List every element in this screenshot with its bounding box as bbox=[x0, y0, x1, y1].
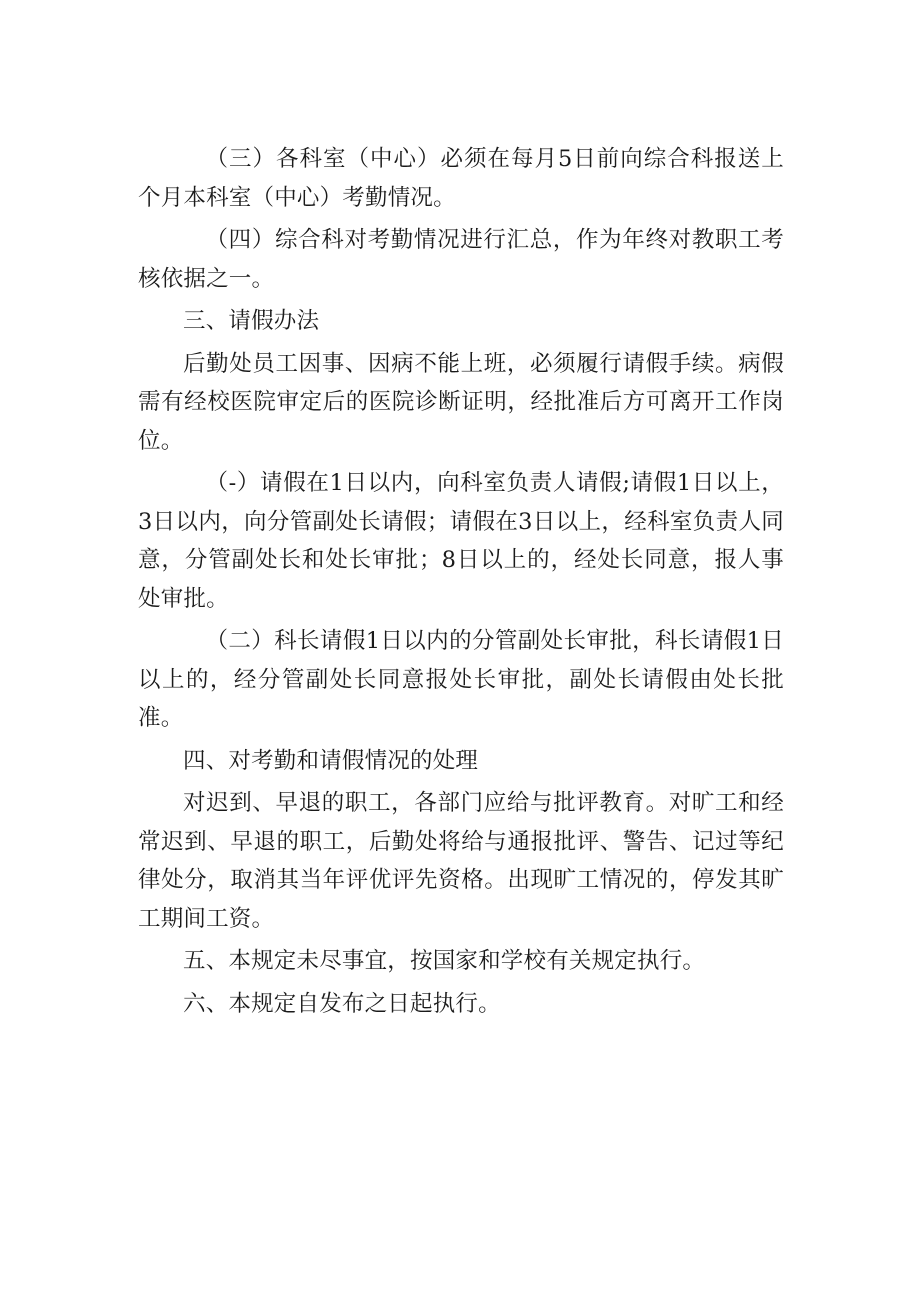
paragraph-leave-approval-staff: （-）请假在1日以内，向科室负责人请假;请假1日以上，3日以内，向分管副处长请假；请假在3日以上，经科室负责人同意，分管副处长和处长审批；8日以上的，经处长同意，报人事处审批。 bbox=[138, 470, 784, 612]
paragraph-unmentioned-matters: 五、本规定未尽事宜，按国家和学校有关规定执行。 bbox=[183, 948, 706, 974]
section-heading-leave-method: 三、请假办法 bbox=[183, 308, 320, 334]
document-body bbox=[138, 140, 784, 1027]
paragraph-effective-date: 六、本规定自发布之日起执行。 bbox=[183, 990, 501, 1017]
paragraph-leave-approval-chiefs: （二）科长请假1日以内的分管副处长审批，科长请假1日以上的，经分管副处长同意报处长审批，副处长请假由处长批准。 bbox=[138, 628, 784, 731]
paragraph-leave-procedure: 后勤处员工因事、因病不能上班，必须履行请假手续。病假需有经校医院审定后的医院诊断证明，经批准后方可离开工作岗位。 bbox=[138, 350, 784, 454]
section-heading-handling: 四、对考勤和请假情况的处理 bbox=[183, 747, 479, 774]
paragraph-attendance-summary: （四）综合科对考勤情况进行汇总，作为年终对教职工考核依据之一。 bbox=[138, 227, 784, 292]
paragraph-handling-details: 对迟到、早退的职工，各部门应给与批评教育。对旷工和经常迟到、早退的职工，后勤处将给与通报批评、警告、记过等纪律处分，取消其当年评优评先资格。出现旷工情况的，停发其旷工期间工资。 bbox=[138, 790, 784, 932]
paragraph-attendance-report: （三）各科室（中心）必须在每月5日前向综合科报送上个月本科室（中心）考勤情况。 bbox=[138, 146, 784, 211]
